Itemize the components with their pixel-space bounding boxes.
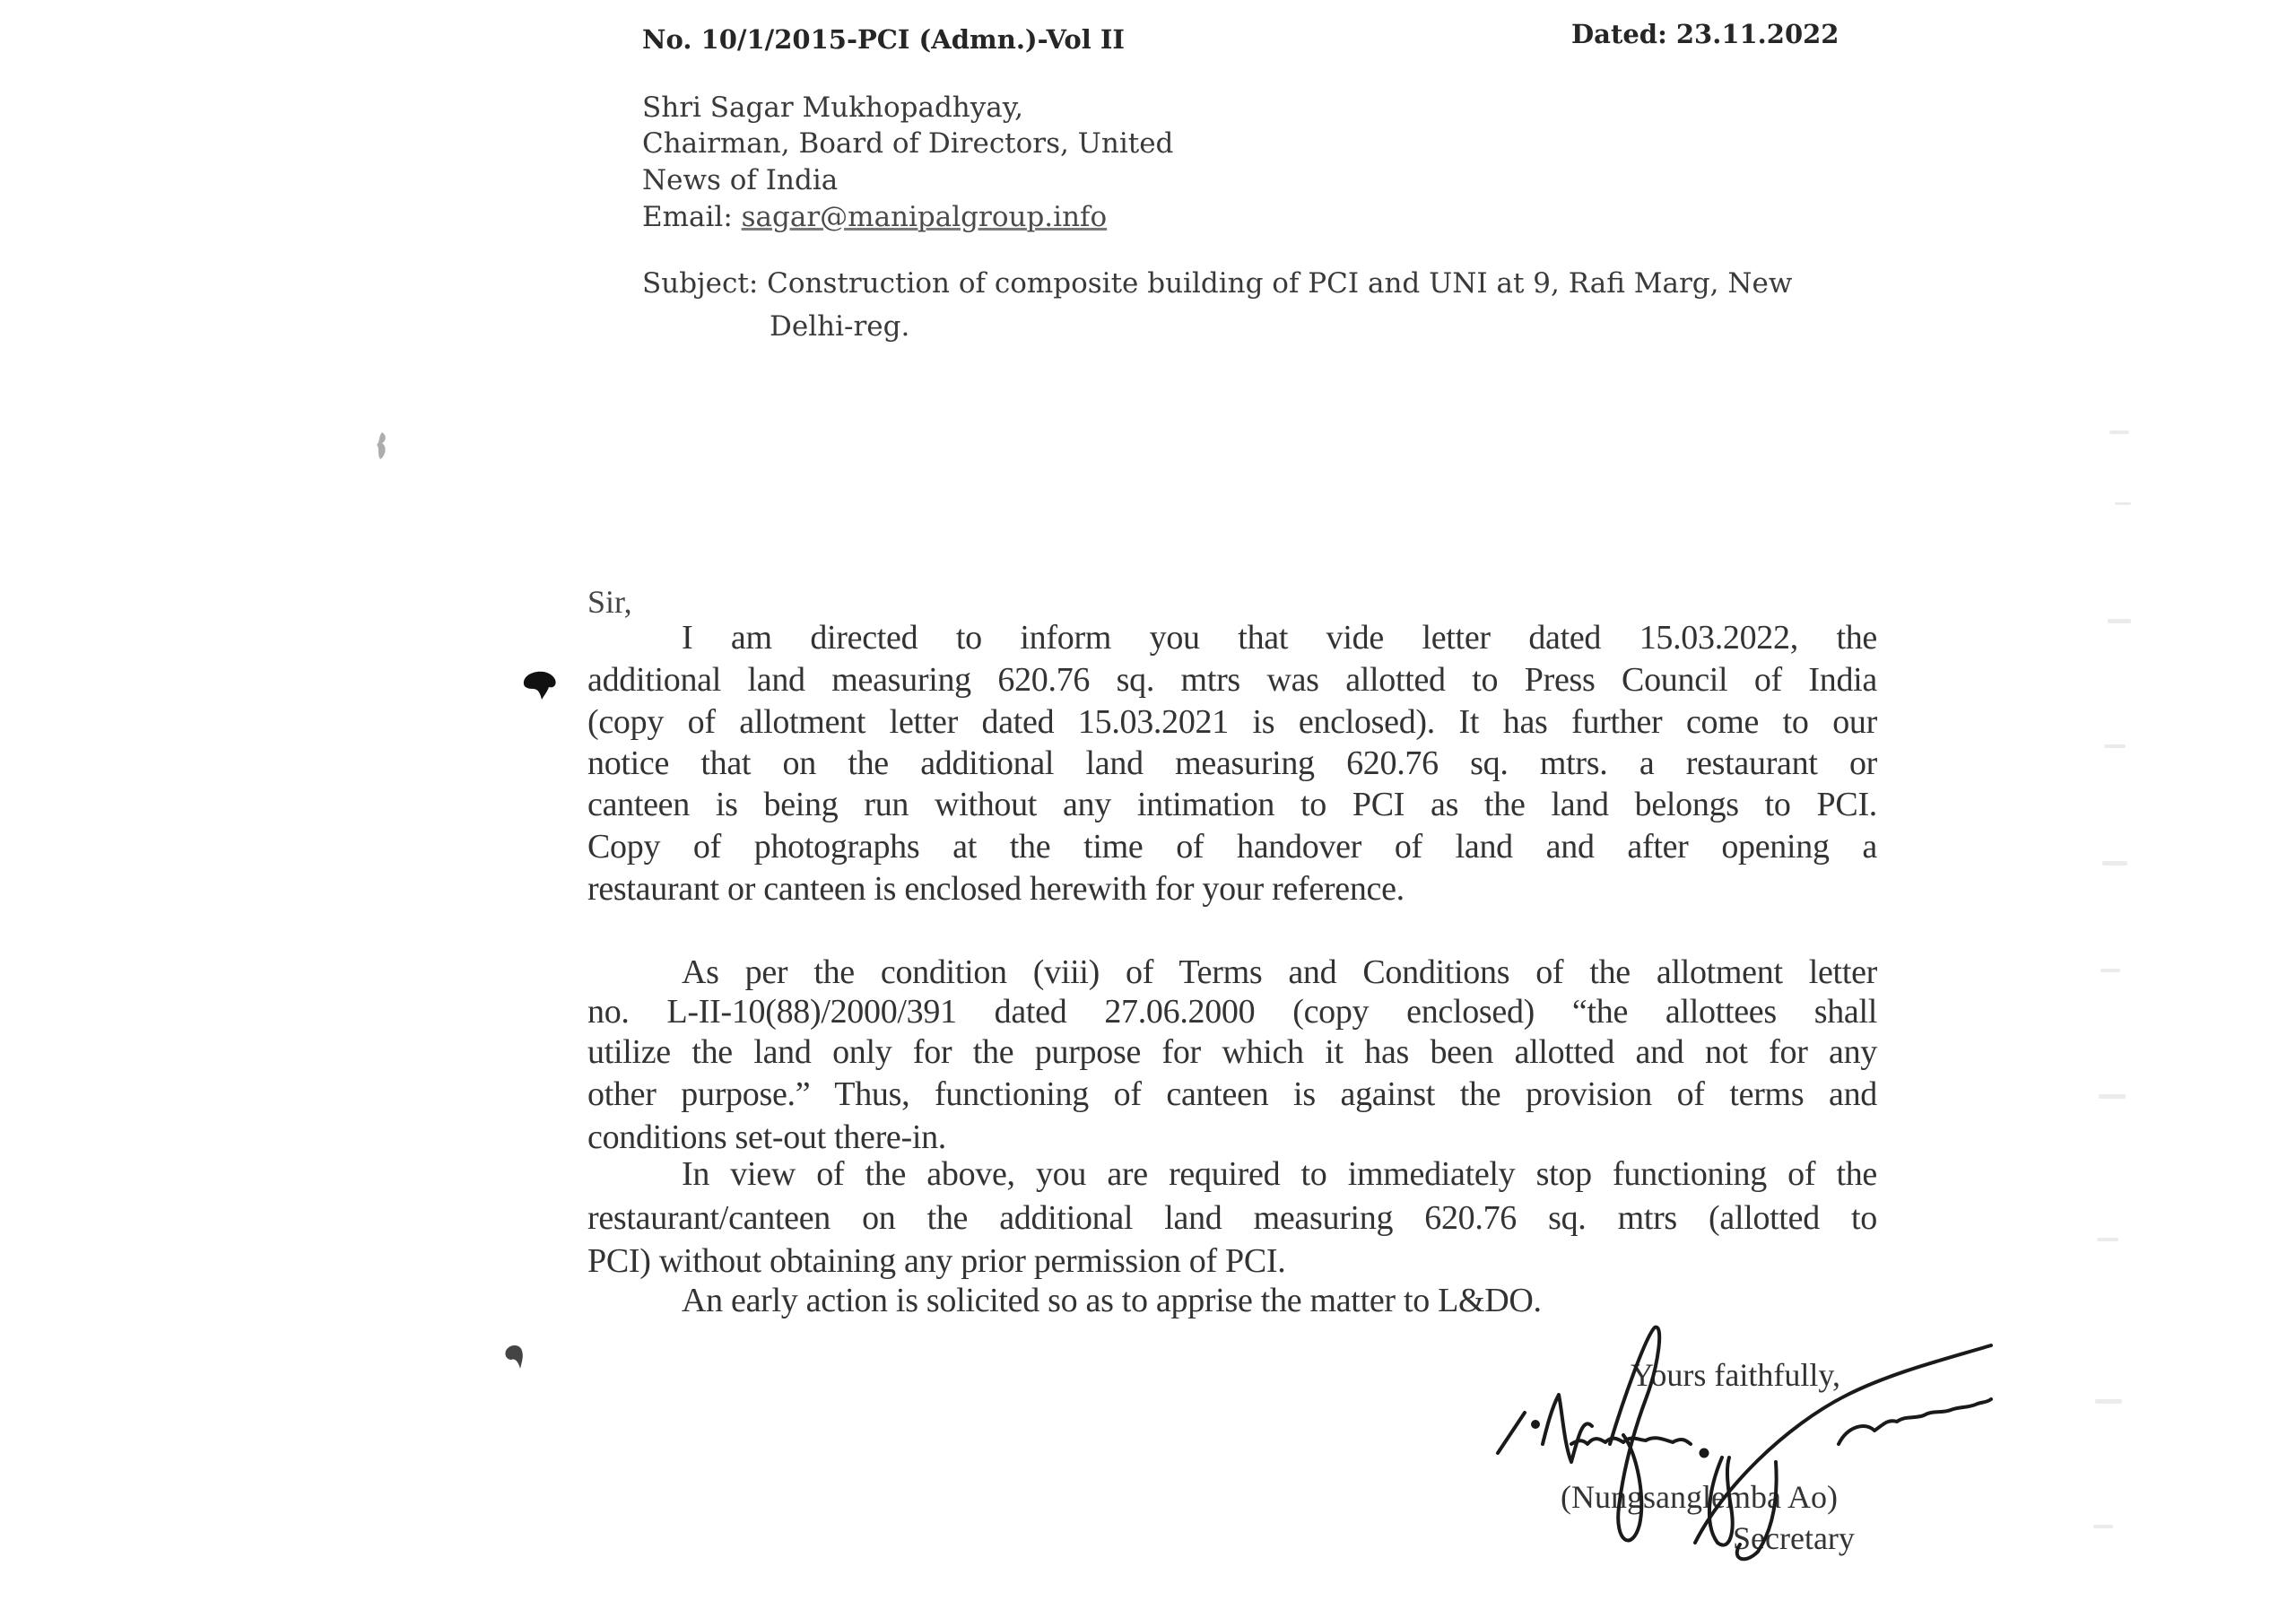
paragraph-line: notice that on the additional land measuring 620.76 sq. mtrs. a restaurant or — [587, 744, 1877, 782]
scan-noise — [2095, 1399, 2122, 1404]
scan-noise — [2104, 744, 2126, 748]
email-label: Email: — [642, 201, 733, 233]
addressee-email-line — [642, 199, 1107, 235]
scan-noise — [2109, 431, 2129, 434]
paragraph-line: restaurant or canteen is enclosed herewith for your reference. — [587, 870, 1405, 908]
addressee-designation-line2: News of India — [642, 164, 839, 196]
addressee-designation-line1: Chairman, Board of Directors, United — [642, 127, 1174, 160]
scan-mark-icon — [370, 431, 393, 463]
scan-noise — [2093, 1525, 2113, 1528]
subject-line-continued: Delhi-reg. — [770, 310, 910, 343]
paragraph-line: other purpose.” Thus, functioning of canteen is against the provision of terms and — [587, 1075, 1877, 1113]
valediction: Yours faithfully, — [1631, 1357, 1841, 1393]
scan-noise — [2102, 861, 2127, 866]
addressee-name: Shri Sagar Mukhopadhyay, — [642, 91, 1024, 124]
punch-hole-mark-icon — [502, 1342, 529, 1374]
salutation: Sir, — [587, 584, 632, 620]
scan-noise — [2097, 1238, 2118, 1241]
signatory-name: (Nungsanglemba Ao) — [1561, 1479, 1838, 1515]
paragraph-line: no. L-II-10(88)/2000/391 dated 27.06.2000 (copy enclosed) “the allottees shall — [587, 993, 1877, 1031]
paragraph-line: restaurant/canteen on the additional land measuring 620.76 sq. mtrs (allotted to — [587, 1199, 1877, 1237]
paragraph-line: conditions set-out there-in. — [587, 1118, 947, 1156]
paragraph-line: PCI) without obtaining any prior permission of PCI. — [587, 1242, 1286, 1280]
scan-noise — [2099, 1094, 2126, 1099]
subject-line: Subject: Construction of composite building of PCI and UNI at 9, Rafi Marg, New — [642, 267, 1793, 300]
paragraph-line: additional land measuring 620.76 sq. mtrs was allotted to Press Council of India — [587, 661, 1877, 699]
email-link[interactable]: sagar@manipalgroup.info — [741, 201, 1108, 233]
paragraph-line: utilize the land only for the purpose for which it has been allotted and not for any — [587, 1033, 1877, 1071]
letter-date: Dated: 23.11.2022 — [1571, 19, 1839, 49]
signatory-designation: Secretary — [1733, 1520, 1855, 1556]
paragraph-line: I am directed to inform you that vide letter dated 15.03.2022, the — [682, 619, 1877, 657]
paragraph-line: (copy of allotment letter dated 15.03.2021 is enclosed). It has further come to our — [587, 703, 1877, 741]
scan-noise — [2108, 619, 2131, 623]
paragraph-line: As per the condition (viii) of Terms and Conditions of the allotment letter — [682, 953, 1877, 991]
paragraph-line: canteen is being run without any intimation to PCI as the land belongs to PCI. — [587, 786, 1877, 823]
punch-hole-mark-icon — [520, 666, 560, 701]
scan-noise — [2100, 969, 2120, 972]
paragraph-line: An early action is solicited so as to apprise the matter to L&DO. — [682, 1282, 1542, 1319]
paragraph-line: In view of the above, you are required to immediately stop functioning of the — [682, 1155, 1877, 1193]
reference-number: No. 10/1/2015-PCI (Admn.)-Vol II — [642, 24, 1125, 55]
scan-noise — [2115, 502, 2131, 505]
paragraph-line: Copy of photographs at the time of handover of land and after opening a — [587, 828, 1877, 866]
